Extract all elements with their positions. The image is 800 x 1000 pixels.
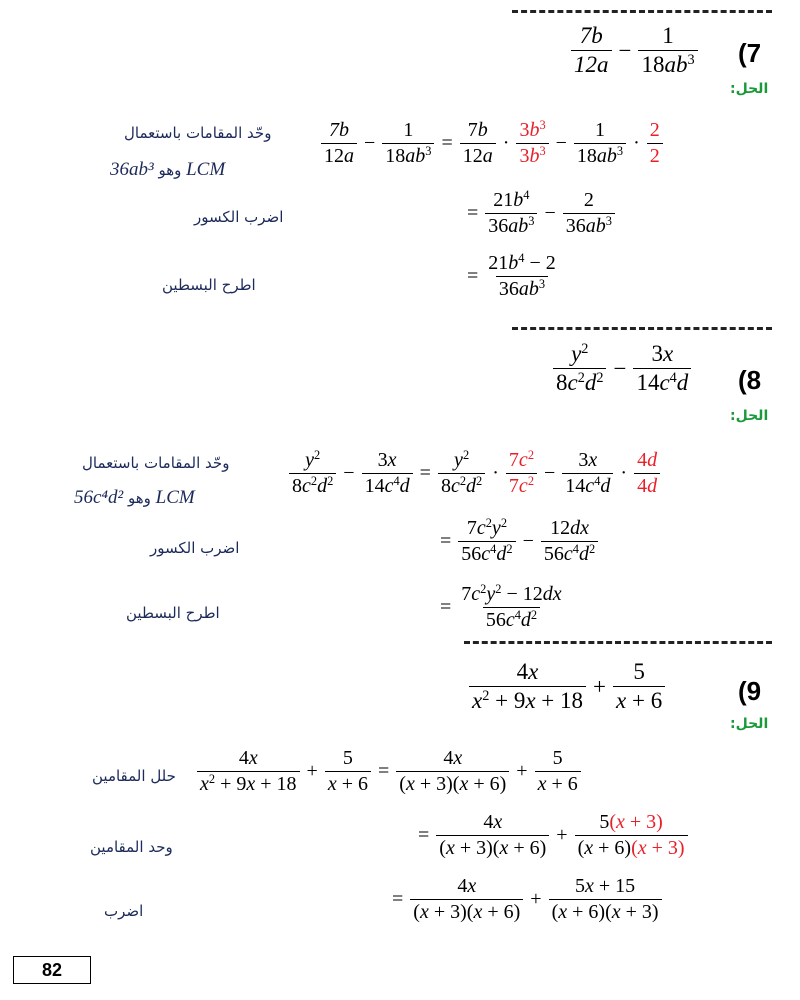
problem-9-question: $\frac{4x}{x^2 + 9x + 18}$ + $\frac{5}{x + 6}$ (466, 660, 668, 713)
problem-9-number: (9 (738, 676, 762, 706)
problem-9-step-3: = $\frac{4x}{(x + 3)(x + 6)}$ + $\frac{5x + 15}{(x + 6)(x + 3)}$ (388, 876, 665, 923)
problem-8-solution-label: الحل: (730, 408, 769, 424)
problem-8-step-3: = $\frac{7c^2y^2 - 12dx}{56c^4d^2}$ (440, 582, 562, 631)
lcm-value: 36ab³ (110, 159, 154, 180)
problem-7-question: $\frac{7b}{12a}$ − $\frac{1}{18ab^3}$ (568, 24, 701, 77)
problem-7-step-3: = $\frac{21b^4 - 2}{36ab^3}$ (467, 251, 556, 300)
problem-7-note-subtract: اطرح البسطين (162, 276, 256, 294)
problem-8-note-subtract: اطرح البسطين (126, 604, 220, 622)
problem-7-note-unify: وحّد المقامات باستعمال (124, 124, 272, 142)
problem-7-number: (7 (738, 38, 762, 68)
problem-9-note-unify: وحد المقامين (90, 838, 173, 856)
problem-9-note-factor: حلل المقامين (92, 767, 176, 785)
problem-8-question: $\frac{y^2}{8c^2d^2}$ − $\frac{3x}{14c^4d}$ (550, 342, 694, 395)
problem-9-solution-label: الحل: (730, 716, 769, 732)
problem-8-note-lcm (74, 487, 195, 509)
separator-line (512, 10, 772, 13)
problem-8-step-1: $\frac{y^2}{8c^2d^2}$ − $\frac{3x}{14c^4d}$ = $\frac{y^2}{8c^2d^2}$ · $\frac{7c^2}{7c^2}$ − $\frac{3x}{14c^4d}$ · $\frac{4d}{4d}$ (286, 450, 663, 497)
lcm-label: LCM (155, 487, 195, 508)
problem-9-note-multiply: اضرب (104, 902, 144, 920)
problem-7-step-1: $\frac{7b}{12a}$ − $\frac{1}{18ab^3}$ = $\frac{7b}{12a}$ · $\frac{3b^3}{3b^3}$ − $\frac{1}{18ab^3}$ · $\frac{2}{2}$ (318, 120, 666, 167)
page-number: 82 (13, 956, 91, 984)
problem-9-step-1: $\frac{4x}{x^2 + 9x + 18}$ + $\frac{5}{x + 6}$ = $\frac{4x}{(x + 3)(x + 6)}$ + $\frac{5}{x + 6}$ (194, 748, 584, 795)
problem-7-note-lcm (110, 159, 225, 181)
problem-7-step-2: = $\frac{21b^4}{36ab^3}$ − $\frac{2}{36ab^3}$ (463, 190, 618, 237)
separator-line (464, 641, 772, 644)
problem-8-number: (8 (738, 365, 762, 395)
problem-8-step-2: = $\frac{7c^2y^2}{56c^4d^2}$ − $\frac{12dx}{56c^4d^2}$ (436, 518, 601, 565)
problem-7-solution-label: الحل: (730, 81, 769, 97)
lcm-and-word: وهو (128, 489, 151, 507)
lcm-and-word: وهو (158, 161, 182, 179)
problem-8-note-multiply: اضرب الكسور (150, 539, 240, 557)
problem-8-note-unify: وحّد المقامات باستعمال (82, 454, 230, 472)
lcm-label: LCM (186, 159, 226, 180)
problem-9-step-2: = $\frac{4x}{(x + 3)(x + 6)}$ + $\frac{5(x + 3)}{(x + 6)(x + 3)}$ (414, 812, 691, 859)
separator-line (512, 327, 772, 330)
lcm-value: 56c⁴d² (74, 487, 124, 508)
problem-7-note-multiply: اضرب الكسور (194, 208, 284, 226)
